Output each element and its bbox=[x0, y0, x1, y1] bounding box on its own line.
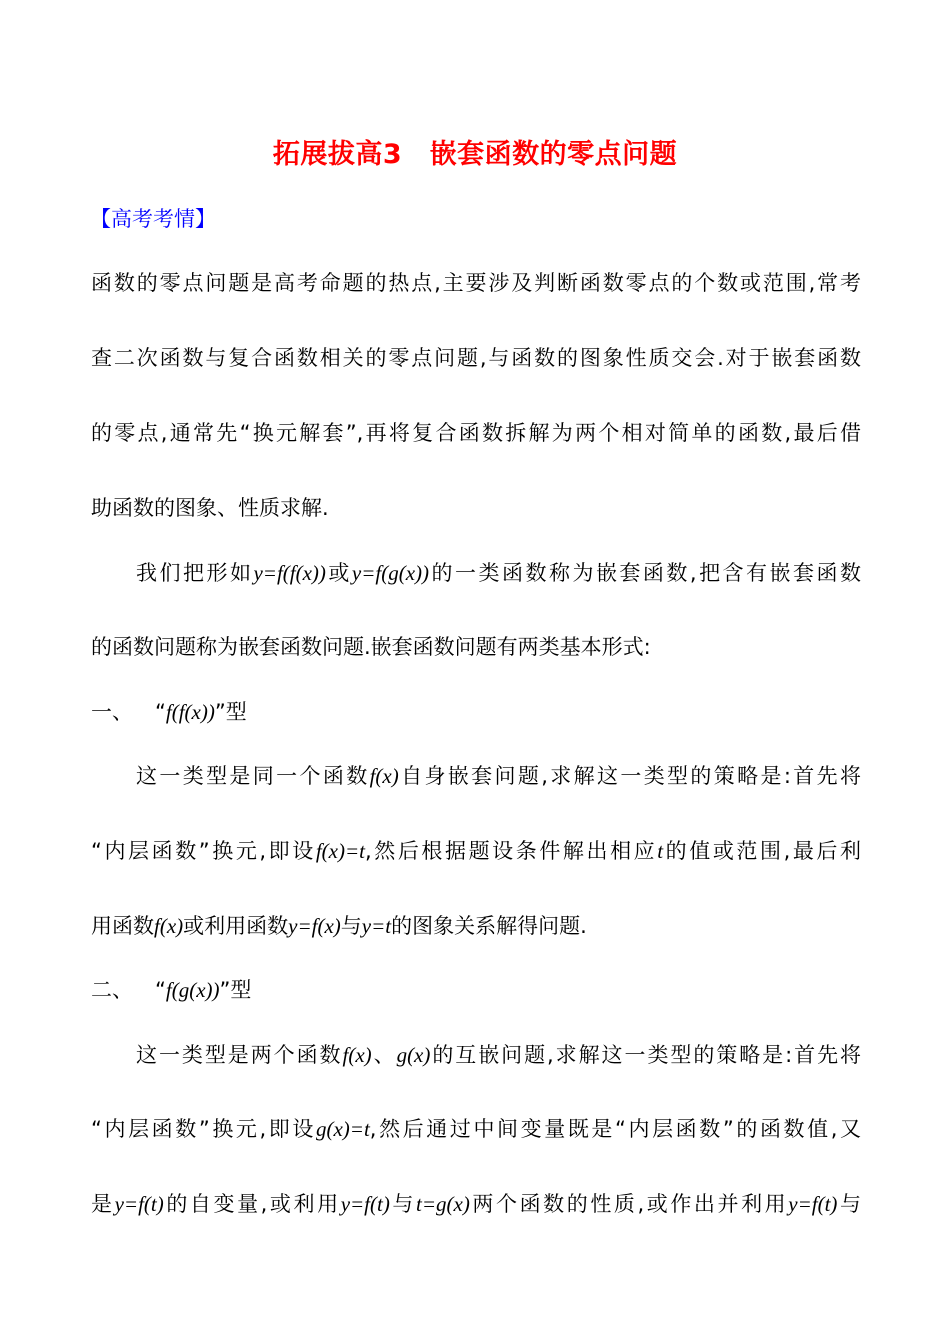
formula: y=f(x) bbox=[288, 914, 341, 938]
paragraph1-line4: 助函数的图象、性质求解. bbox=[91, 496, 329, 520]
formula: g(x)=t bbox=[315, 1117, 370, 1141]
text: 的图象关系解得问题. bbox=[391, 914, 587, 938]
formula: g(x) bbox=[396, 1043, 431, 1067]
text: “内层函数”换元,即设 bbox=[91, 1117, 316, 1141]
type2-line2 bbox=[91, 1114, 861, 1144]
formula: t=g(x) bbox=[416, 1192, 470, 1216]
type2-heading bbox=[91, 975, 861, 1005]
text: “内层函数”换元,即设 bbox=[91, 839, 316, 863]
formula: f(x) bbox=[369, 764, 399, 788]
text: 是 bbox=[91, 1192, 115, 1216]
text: 、 bbox=[371, 1043, 397, 1067]
type1-label: 一、 bbox=[91, 700, 133, 724]
quote: “ bbox=[155, 978, 166, 1002]
type2-label: 二、 bbox=[91, 978, 133, 1002]
paragraph1-line3: 的零点,通常先“换元解套”,再将复合函数拆解为两个相对简单的函数,最后借 bbox=[91, 421, 861, 445]
text: 与 bbox=[837, 1192, 862, 1216]
type2-line3 bbox=[91, 1189, 861, 1219]
formula: y=f(t) bbox=[788, 1192, 838, 1216]
type2-line1 bbox=[136, 1040, 861, 1070]
type1-heading bbox=[91, 697, 861, 727]
type1-line3 bbox=[91, 911, 861, 941]
text: ,然后通过中间变量既是“内层函数”的函数值,又 bbox=[369, 1117, 861, 1141]
text: 的一类函数称为嵌套函数,把含有嵌套函数 bbox=[429, 561, 861, 585]
text: 与 bbox=[340, 914, 362, 938]
text: 或 bbox=[325, 561, 352, 585]
text: 这一类型是同一个函数 bbox=[136, 764, 370, 788]
paragraph1-line2: 查二次函数与复合函数相关的零点问题,与函数的图象性质交会.对于嵌套函数 bbox=[91, 346, 861, 370]
formula: y=f(f(x)) bbox=[253, 561, 326, 585]
quote: “ bbox=[155, 700, 166, 724]
type1-line1 bbox=[136, 761, 861, 791]
text: 与 bbox=[389, 1192, 417, 1216]
text: 或利用函数 bbox=[183, 914, 289, 938]
text: ”型 bbox=[219, 978, 252, 1002]
text: 自身嵌套问题,求解这一类型的策略是:首先将 bbox=[398, 764, 861, 788]
text: 的值或范围,最后利 bbox=[663, 839, 861, 863]
formula: f(x)=t bbox=[315, 839, 365, 863]
paragraph2-line1 bbox=[136, 558, 861, 588]
text: ”型 bbox=[214, 700, 247, 724]
formula: f(g(x)) bbox=[165, 978, 220, 1002]
type1-line2 bbox=[91, 836, 861, 866]
formula: f(f(x)) bbox=[165, 700, 215, 724]
text: 我们把形如 bbox=[136, 561, 254, 585]
section-heading: 【高考考情】 bbox=[90, 207, 216, 231]
formula: t bbox=[657, 839, 664, 863]
text: 用函数 bbox=[91, 914, 154, 938]
formula: y=f(t) bbox=[340, 1192, 390, 1216]
page-title: 拓展拔高3 嵌套函数的零点问题 bbox=[272, 139, 678, 170]
text: 这一类型是两个函数 bbox=[136, 1043, 343, 1067]
paragraph2-line2: 的函数问题称为嵌套函数问题.嵌套函数问题有两类基本形式: bbox=[91, 635, 651, 659]
text: ,然后根据题设条件解出相应 bbox=[365, 839, 658, 863]
text: 的自变量,或利用 bbox=[163, 1192, 341, 1216]
formula: y=f(t) bbox=[114, 1192, 164, 1216]
formula: y=f(g(x)) bbox=[351, 561, 430, 585]
text: 的互嵌问题,求解这一类型的策略是:首先将 bbox=[430, 1043, 862, 1067]
formula: f(x) bbox=[342, 1043, 372, 1067]
formula: y=t bbox=[361, 914, 392, 938]
formula: f(x) bbox=[154, 914, 184, 938]
text: 两个函数的性质,或作出并利用 bbox=[469, 1192, 789, 1216]
paragraph1-line1: 函数的零点问题是高考命题的热点,主要涉及判断函数零点的个数或范围,常考 bbox=[91, 271, 861, 295]
